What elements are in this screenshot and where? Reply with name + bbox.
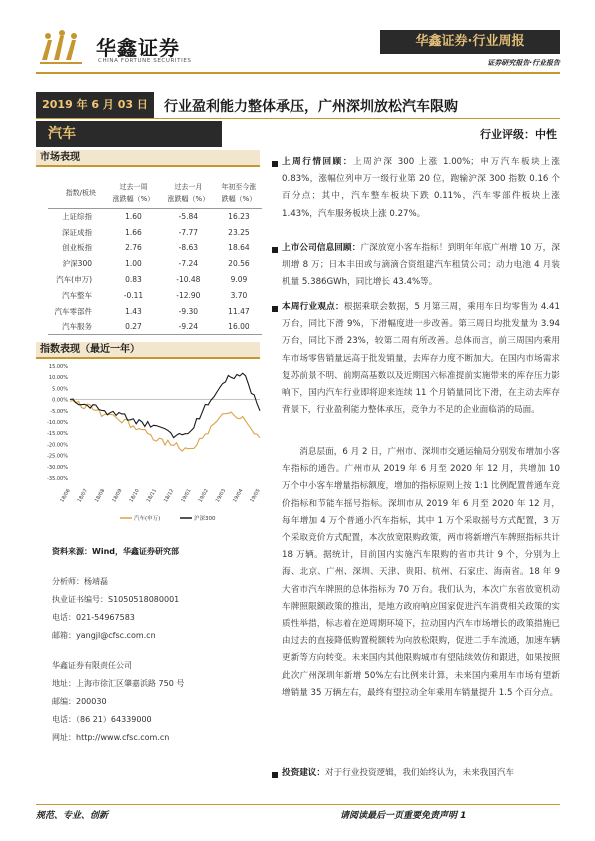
bullet-icon <box>272 306 278 312</box>
row-label: 汽车服务 <box>62 322 92 332</box>
table-row <box>48 287 262 303</box>
cell-value: 16.23 <box>228 212 250 222</box>
company-logo <box>38 30 198 70</box>
bullet-icon <box>272 772 278 778</box>
analyst-email[interactable]: 邮箱：yangjl@cfsc.com.cn <box>52 631 156 640</box>
x-tick-label: 18/08 <box>93 488 107 504</box>
policy-news-paragraph: 消息层面，6 月 2 日，广州市、深圳市交通运输局分别发布增加小客车指标的通告。广州市从 2019 年 6 月至 2020 年 12 月，共增加 10 万个中小客车增量指标额度，增加的指标原则上按 1:1 比例配置普通车竞价指标和节能车摇号指标。深圳市从 2019 年 6 月至 2020 年 12 月，每年增加 4 万个普通小汽车指标，其中 1 万个采取摇号方式配置，3 万个采取竞价方式配置，本次放宽限购政策，两市将新增汽车牌照指标共计 18 万辆。据统计，目前国内实施汽车限购的省市共计 9 个，分别为上海、北京、广州、深圳、天津、贵阳、杭州、石家庄、海南省。18 年 9 大省市汽车牌照的总体指标为 70 万台。我们认为，本次广东省放宽机动车牌照限额政策的推出，是地方政府响应国家促进汽车消费相关政策的实质性举措，标志着在逆周期环境下，拉动国内汽车市场增长的政策措施已由过去的直接降低购置税额转为向放松限购，促进二手车流通，加速车辆更新等方向转变。未来国内其他限购城市有望陆续效仿和跟进，如果按照此次广州深圳年新增 50%左右比例来计算，未来国内乘用车市场有望新增销量 35 万辆左右，最终有望拉动全年乘用车销量提升 1.5 个百分点。 <box>282 447 560 698</box>
y-tick-label: -20.00% <box>47 442 68 449</box>
cell-value: 1.43 <box>125 306 142 316</box>
cell-value: 3.70 <box>230 290 248 300</box>
cell-value: -8.63 <box>178 243 199 253</box>
y-tick-label: -30.00% <box>47 464 68 471</box>
x-tick-label: 19/01 <box>180 488 193 504</box>
header-divider <box>36 72 560 74</box>
y-tick-label: -25.00% <box>47 453 68 460</box>
y-tick-label: 5.00% <box>52 386 68 393</box>
row-label: 上证综指 <box>62 212 92 222</box>
analyst-cert: 执业证书编号：S1050518080001 <box>52 595 180 604</box>
company-news-paragraph: 上市公司信息回顾：广深放宽小客车指标！到明年年底广州增 10 万，深圳增 8 万；日本丰田或与滴滴合资组建汽车租赁公司；动力电池 4 月装机量 5.386GWh，同比增长 43.4%等。 <box>282 243 560 288</box>
footer-slogan: 规范、专业、创新 <box>36 811 109 821</box>
y-tick-label: -15.00% <box>47 431 68 438</box>
y-tick-label: 0.00% <box>52 397 68 404</box>
x-tick-label: 19/03 <box>214 488 228 504</box>
y-tick-label: -5.00% <box>50 408 68 415</box>
company-name: 华鑫证券有限责任公司 <box>52 661 132 670</box>
table-row <box>48 240 262 256</box>
report-title: 行业盈利能力整体承压，广州深圳放松汽车限购 <box>164 99 458 115</box>
cell-value: 18.64 <box>228 243 250 253</box>
table-row <box>48 256 262 272</box>
table-row <box>48 224 262 240</box>
cell-value: -5.84 <box>178 212 199 222</box>
col-header: 年初至今涨 跌幅（%） <box>221 183 257 203</box>
cell-value: 16.00 <box>228 322 250 332</box>
company-website[interactable]: 网址：http://www.cfsc.com.cn <box>52 733 170 742</box>
y-tick-label: -35.00% <box>47 476 68 482</box>
table-row <box>48 209 262 225</box>
table-header-row <box>48 178 262 209</box>
title-bar <box>36 92 560 118</box>
cell-value: 1.00 <box>125 259 142 269</box>
footer-divider <box>36 804 560 805</box>
row-label: 创业板指 <box>62 243 92 253</box>
x-tick-label: 18/06 <box>59 488 72 504</box>
x-tick-label: 19/05 <box>249 488 262 504</box>
y-tick-label: 15.00% <box>48 364 68 370</box>
report-subtitle: 证券研究报告·行业报告 <box>487 59 560 67</box>
chart-source: 资料来源：Wind，华鑫证券研究部 <box>52 547 179 556</box>
logo-text-cn: 华鑫证券 <box>96 36 180 60</box>
cell-value: -9.30 <box>178 306 199 316</box>
sector-tag: 汽车 <box>36 121 222 147</box>
x-tick-label: 18/12 <box>162 488 176 504</box>
cell-value: -9.24 <box>178 322 199 332</box>
market-table <box>48 178 262 335</box>
cell-value: 20.56 <box>228 259 250 269</box>
footer-disclaimer: 请阅读最后一页重要免责声明 1 <box>340 811 467 821</box>
cell-value: 0.83 <box>125 275 142 285</box>
row-label: 汽车(申万) <box>56 275 92 285</box>
x-tick-label: 19/04 <box>232 488 245 504</box>
x-tick-label: 18/09 <box>111 488 124 504</box>
table-row <box>48 272 262 288</box>
cell-value: -7.77 <box>178 227 199 237</box>
table-row <box>48 303 262 319</box>
cell-value: -12.90 <box>176 290 201 300</box>
investment-advice-paragraph: 投资建议：对于行业投资逻辑，我们始终认为，未来我国汽车 <box>282 768 515 778</box>
x-tick-label: 18/07 <box>76 488 90 504</box>
row-label: 深证成指 <box>62 227 92 237</box>
cell-value: 2.76 <box>125 243 142 253</box>
cell-value: 9.09 <box>230 275 248 285</box>
industry-rating: 行业评级：中性 <box>480 128 557 141</box>
market-heading: 市场表现 <box>36 150 260 167</box>
bullet-icon <box>272 247 278 253</box>
analyst-phone: 电话：021-54967583 <box>52 613 135 622</box>
x-tick-label: 18/11 <box>145 488 159 504</box>
col-header: 过去一周 涨跌幅（%） <box>112 183 155 203</box>
x-tick-label: 19/02 <box>197 488 210 504</box>
row-label: 汽车零部件 <box>54 306 92 316</box>
report-banner: 华鑫证券·行业周报 <box>380 30 560 54</box>
legend-label: 沪深300 <box>194 516 216 522</box>
cell-value: -10.48 <box>176 275 201 285</box>
fortune-logo-icon <box>38 30 94 66</box>
col-header: 指数/板块 <box>65 189 96 197</box>
index-performance-chart <box>40 360 266 528</box>
industry-view-paragraph: 本周行业观点：根据乘联会数据，5 月第三周，乘用车日均零售为 4.41 万台，同比下滑 9%，下滑幅度进一步改善。第三周日均批发量为 3.94 万台，同比下滑 23%，较第二周有所改善。总体而言，前三周国内乘用车市场零售销量远高于批发销量，去库存力度不断加大。在国内市场需求复苏前景不明、前期高基数以及近期国六标准提前实施带来的库存压力影响下，国内汽车行业即将迎来连续 11 个月销量同比下滑，在主动去库存背景下，行业盈利能力整体承压，竞争力不足的企业面临消的局面。 <box>282 302 560 416</box>
report-date: 2019 年 6 月 03 日 <box>36 92 154 118</box>
cell-value: 1.60 <box>125 212 142 222</box>
table-row <box>48 319 262 335</box>
cell-value: -0.11 <box>123 290 144 300</box>
row-label: 汽车整车 <box>62 290 92 300</box>
cell-value: 0.27 <box>125 322 142 332</box>
cell-value: -7.24 <box>178 259 199 269</box>
title-divider <box>36 118 560 119</box>
analyst-name: 分析师：杨靖磊 <box>52 577 108 586</box>
y-tick-label: -10.00% <box>47 420 68 426</box>
index-perf-heading: 指数表现（最近一年） <box>36 342 260 359</box>
weekly-review-paragraph: 上周行情回顾：上周沪深 300 上涨 1.00%；申万汽车板块上涨 0.83%，涨幅位列申万一级行业第 20 位，跑输沪深 300 指数 0.16 个百分点；其中，汽车整车板块下跌 0.11%，汽车零部件板块上涨 1.43%，汽车服务板块上涨 0.27%。 <box>282 157 560 219</box>
row-label: 沪深300 <box>62 259 92 269</box>
company-phone: 电话：（86 21）64339000 <box>52 715 152 724</box>
cell-value: 1.66 <box>125 227 142 237</box>
cell-value: 23.25 <box>228 227 250 237</box>
bullet-icon <box>272 161 278 167</box>
logo-text-en: CHINA FORTUNE SECURITIES <box>98 58 192 64</box>
x-tick-label: 18/10 <box>128 488 141 504</box>
company-postcode: 邮编：200030 <box>52 697 107 706</box>
series-line <box>70 373 260 437</box>
legend-label: 汽车(申万) <box>134 516 161 522</box>
y-tick-label: 10.00% <box>48 375 68 382</box>
col-header: 过去一月 涨跌幅（%） <box>167 183 210 203</box>
company-address: 地址：上海市徐汇区肇嘉浜路 750 号 <box>52 679 185 688</box>
cell-value: 11.47 <box>228 306 250 316</box>
